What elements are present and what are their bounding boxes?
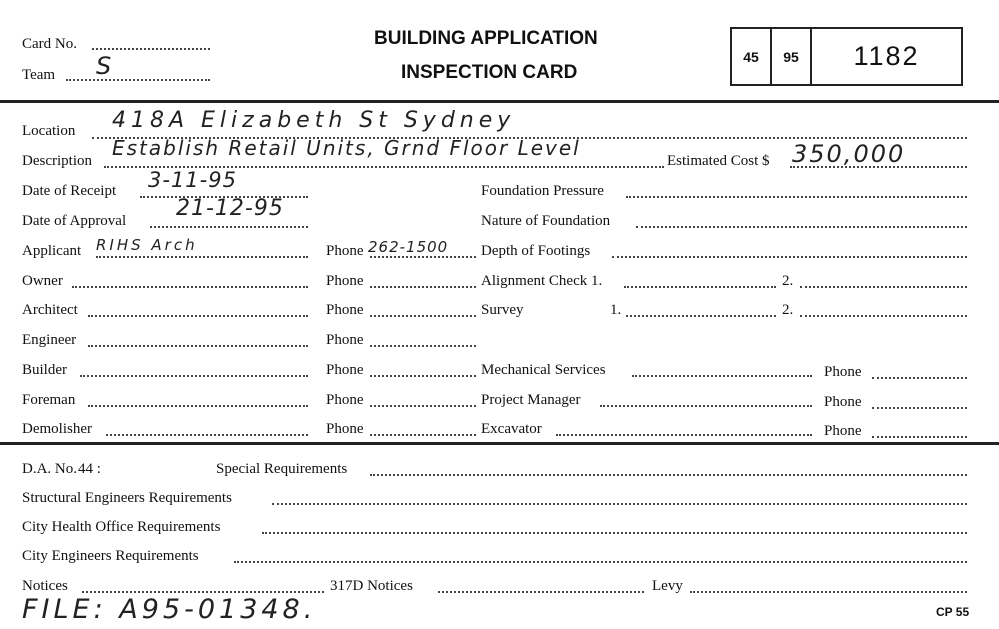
title-line2: INSPECTION CARD [401, 62, 578, 83]
applicant-field [96, 256, 308, 258]
applicant-value: RIHS Arch [96, 236, 198, 254]
owner-label: Owner [22, 273, 63, 289]
alignment-check-2-field [800, 286, 967, 288]
card-no-field [92, 48, 210, 50]
date-of-approval-label: Date of Approval [22, 213, 127, 229]
foreman-label: Foreman [22, 392, 76, 408]
section-divider [0, 442, 999, 445]
architect-phone-label: Phone [326, 302, 364, 318]
special-requirements-field [370, 474, 967, 476]
team-field [66, 79, 210, 81]
architect-phone-field [370, 315, 476, 317]
date-of-receipt-label: Date of Receipt [22, 183, 117, 199]
depth-of-footings-label: Depth of Footings [481, 243, 591, 259]
excavator-label: Excavator [481, 421, 542, 437]
demolisher-phone-field [370, 434, 476, 436]
estimated-cost-value: 350,000 [792, 140, 906, 168]
builder-field [80, 375, 308, 377]
mechanical-services-phone-field [872, 377, 967, 379]
survey-1-label: 1. [610, 302, 622, 318]
card-number-box [730, 27, 963, 86]
year: 95 [772, 29, 812, 84]
survey-label: Survey [481, 302, 524, 318]
location-value: 418A Elizabeth St Sydney [112, 108, 516, 133]
nature-of-foundation-label: Nature of Foundation [481, 213, 611, 229]
demolisher-field [106, 434, 308, 436]
architect-field [88, 315, 308, 317]
mechanical-services-field [632, 375, 812, 377]
structural-requirements-field [272, 503, 967, 505]
engineer-field [88, 345, 308, 347]
project-manager-phone-label: Phone [824, 394, 862, 410]
nature-of-foundation-field [636, 226, 967, 228]
owner-field [72, 286, 308, 288]
survey-2-field [800, 315, 967, 317]
description-label: Description [22, 153, 92, 169]
mechanical-services-label: Mechanical Services [481, 362, 606, 378]
mechanical-services-phone-label: Phone [824, 364, 862, 380]
builder-phone-label: Phone [326, 362, 364, 378]
engineer-phone-label: Phone [326, 332, 364, 348]
project-manager-phone-field [872, 407, 967, 409]
applicant-phone-label: Phone [326, 243, 364, 259]
title-line1: BUILDING APPLICATION [374, 28, 598, 49]
location-label: Location [22, 123, 76, 139]
team-label: Team [22, 67, 56, 83]
foreman-field [88, 405, 308, 407]
city-engineers-requirements-field [234, 561, 967, 563]
structural-requirements-label: Structural Engineers Requirements [22, 490, 232, 506]
survey-2-label: 2. [782, 302, 794, 318]
da-no-label: D.A. No. [22, 461, 77, 477]
demolisher-label: Demolisher [22, 421, 92, 437]
excavator-phone-label: Phone [824, 423, 862, 439]
date-of-receipt-value: 3-11-95 [148, 168, 237, 192]
card-no-label: Card No. [22, 36, 77, 52]
header-divider [0, 100, 999, 103]
builder-label: Builder [22, 362, 67, 378]
foundation-pressure-field [626, 196, 967, 198]
description-value: Establish Retail Units, Grnd Floor Level [112, 136, 581, 160]
owner-phone-field [370, 286, 476, 288]
estimated-cost-label: Estimated Cost $ [667, 153, 770, 169]
excavator-field [556, 434, 812, 436]
da-no-value: 44 : [78, 461, 101, 477]
foreman-phone-field [370, 405, 476, 407]
health-requirements-field [262, 532, 967, 534]
notices-317d-label: 317D Notices [330, 578, 413, 594]
alignment-check-label: Alignment Check 1. [481, 273, 603, 289]
applicant-label: Applicant [22, 243, 82, 259]
levy-field [690, 591, 967, 593]
engineer-phone-field [370, 345, 476, 347]
excavator-phone-field [872, 436, 967, 438]
team-value: S [96, 52, 113, 80]
date-of-approval-value: 21-12-95 [176, 196, 284, 221]
engineer-label: Engineer [22, 332, 77, 348]
project-manager-field [600, 405, 812, 407]
foreman-phone-label: Phone [326, 392, 364, 408]
survey-1-field [626, 315, 776, 317]
alignment-check-1-field [624, 286, 776, 288]
architect-label: Architect [22, 302, 78, 318]
foundation-pressure-label: Foundation Pressure [481, 183, 604, 199]
notices-317d-field [438, 591, 644, 593]
year-prefix: 45 [732, 29, 772, 84]
date-of-approval-field [150, 226, 308, 228]
demolisher-phone-label: Phone [326, 421, 364, 437]
card-number: 1182 [853, 41, 920, 71]
special-requirements-label: Special Requirements [216, 461, 348, 477]
notices-field [82, 591, 324, 593]
health-requirements-label: City Health Office Requirements [22, 519, 221, 535]
depth-of-footings-field [612, 256, 967, 258]
file-note: FILE: A95-01348. [22, 594, 317, 625]
city-engineers-requirements-label: City Engineers Requirements [22, 548, 199, 564]
owner-phone-label: Phone [326, 273, 364, 289]
alignment-check-2-label: 2. [782, 273, 794, 289]
notices-label: Notices [22, 578, 68, 594]
form-code: CP 55 [936, 605, 970, 619]
builder-phone-field [370, 375, 476, 377]
levy-label: Levy [652, 578, 683, 594]
project-manager-label: Project Manager [481, 392, 581, 408]
applicant-phone-field [370, 256, 476, 258]
applicant-phone-value: 262-1500 [368, 238, 449, 256]
